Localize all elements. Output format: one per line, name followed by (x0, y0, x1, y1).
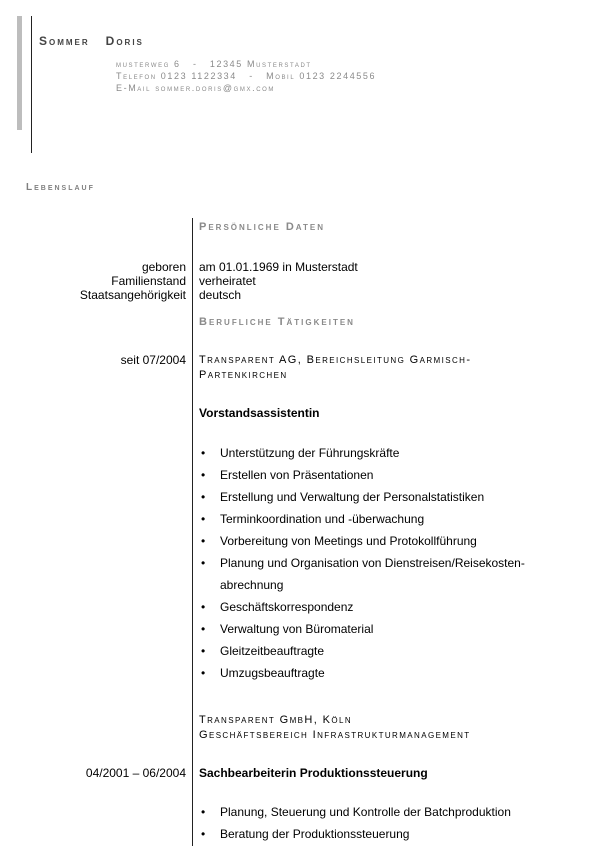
bullet-icon: • (201, 805, 206, 819)
job2-company (199, 713, 471, 743)
list-item: • Umzugsbeauftragte (199, 662, 525, 684)
phone-line: Telefon 0123 1122334 - Mobil 0123 2244556 (116, 71, 377, 81)
email-line: E-Mail sommer.doris@gmx.com (116, 83, 276, 93)
list-item: • Verwaltung von Büromaterial (199, 618, 525, 640)
list-item: • Planung und Organisation von Dienstreisen/Reisekosten- abrechnung (199, 552, 525, 596)
value-marital-status: verheiratet (199, 274, 256, 288)
bullet-icon: • (201, 600, 206, 614)
job2-period: 04/2001 – 06/2004 (85, 766, 186, 780)
bullet-icon: • (201, 446, 206, 460)
bullet-icon: • (201, 827, 206, 841)
list-item: • Beratung der Produktionssteuerung (199, 823, 511, 845)
list-item: • Planung, Steuerung und Kontrolle der Batchproduktion (199, 801, 511, 823)
job1-company-line1: Transparent AG, Bereichsleitung Garmisch- (199, 354, 472, 366)
section-title-lebenslauf: Lebenslauf (26, 182, 95, 193)
value-nationality: deutsch (199, 288, 242, 302)
bullet-icon: • (201, 512, 206, 526)
job1-task-list (199, 442, 525, 684)
bullet-icon: • (201, 556, 206, 570)
job1-period: seit 07/2004 (120, 353, 186, 367)
firstname: Doris (105, 34, 144, 48)
list-item: • Erstellen von Präsentationen (199, 464, 525, 486)
heading-career: Berufliche Tätigkeiten (199, 316, 355, 328)
heading-personal-data: Persönliche Daten (199, 221, 325, 233)
job2-task-list (199, 801, 511, 845)
list-item: • Geschäftskorrespondenz (199, 596, 525, 618)
list-item: • Gleitzeitbeauftragte (199, 640, 525, 662)
address-line: musterweg 6 - 12345 Musterstadt (116, 59, 312, 69)
list-item: • Terminkoordination und -überwachung (199, 508, 525, 530)
job2-company-line1: Transparent GmbH, Köln (199, 714, 353, 726)
list-item: • Erstellung und Verwaltung der Personalstatistiken (199, 486, 525, 508)
bullet-icon: • (201, 534, 206, 548)
bullet-icon: • (201, 644, 206, 658)
header-accent-bar (17, 16, 22, 130)
surname: Sommer (39, 34, 90, 48)
job1-company (199, 353, 471, 383)
job1-company-line2: Partenkirchen (199, 369, 288, 381)
bullet-icon: • (201, 622, 206, 636)
label-birth: geboren (141, 260, 186, 274)
job1-role: Vorstandsassistentin (199, 406, 320, 420)
job2-role: Sachbearbeiterin Produktionssteuerung (199, 766, 428, 780)
content-divider-line (192, 218, 193, 846)
bullet-icon: • (201, 666, 206, 680)
value-birth: am 01.01.1969 in Musterstadt (199, 260, 358, 274)
applicant-name (39, 34, 160, 48)
bullet-icon: • (201, 468, 206, 482)
label-marital-status: Familienstand (111, 274, 186, 288)
list-item: • Vorbereitung von Meetings und Protokollführung (199, 530, 525, 552)
job2-company-line2: Geschäftsbereich Infrastrukturmanagement (199, 729, 471, 741)
header-divider-line (31, 16, 32, 153)
label-nationality: Staatsangehörigkeit (79, 288, 186, 302)
list-item: • Unterstützung der Führungskräfte (199, 442, 525, 464)
bullet-icon: • (201, 490, 206, 504)
